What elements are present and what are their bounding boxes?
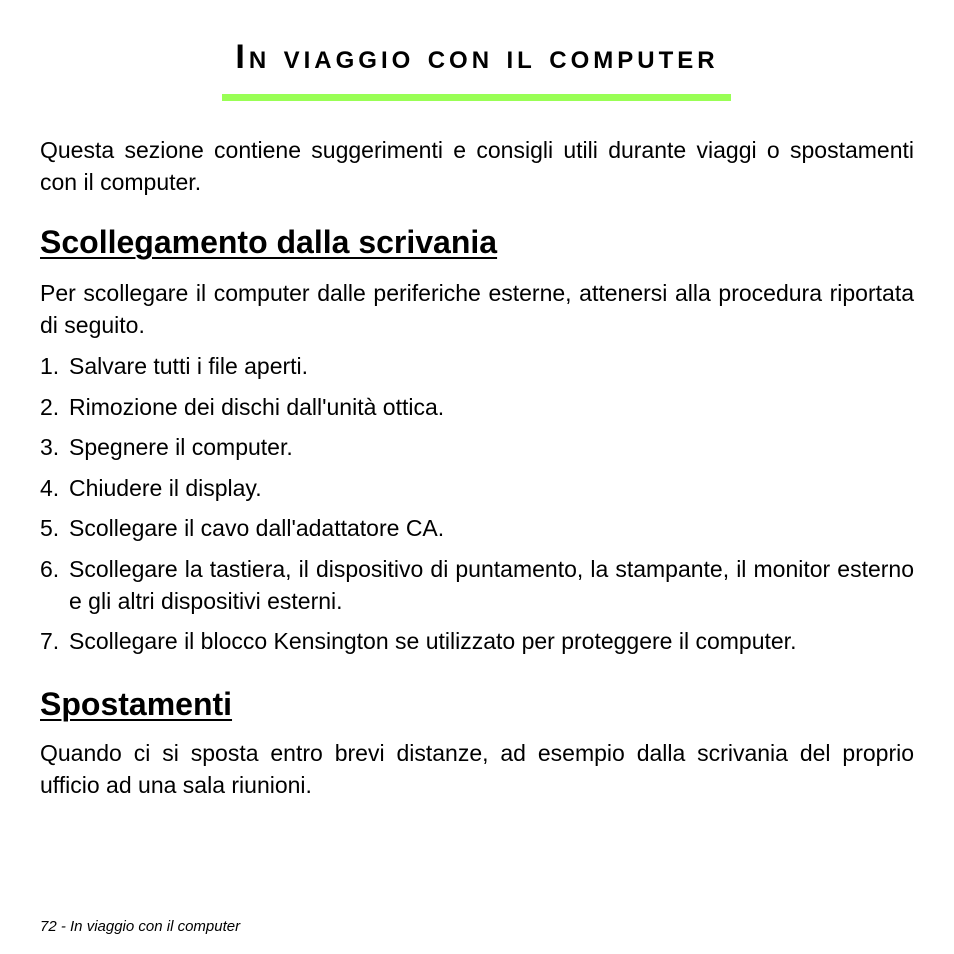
step-text: Salvare tutti i file aperti. [69,353,309,379]
page-footer: 72 - In viaggio con il computer [40,918,241,935]
step-number: 7. [40,628,60,654]
list-item [40,553,914,617]
title-underline-bar [222,94,731,101]
page-title: In viaggio con il computer [235,38,719,76]
step-text: Spegnere il computer. [69,434,293,460]
step-text: Scollegare il blocco Kensington se utilizzato per proteggere il computer. [69,628,797,654]
section-heading-scollegamento: Scollegamento dalla scrivania [40,224,498,260]
list-item [40,391,914,423]
step-text: Rimozione dei dischi dall'unità ottica. [69,393,445,420]
step-number: 2. [40,393,60,420]
list-item [40,431,914,463]
step-text: Chiudere il display. [69,474,262,501]
section1-paragraph: Per scollegare il computer dalle periferiche esterne, attenersi alla procedura riportata di seguito. [40,280,914,338]
list-item [40,350,914,382]
step-number: 5. [40,515,60,541]
section2-paragraph: Quando ci si sposta entro brevi distanze, ad esempio dalla scrivania del proprio ufficio ad una sala riunioni. [40,740,914,798]
list-item [40,625,914,657]
list-item [40,512,914,544]
step-number: 6. [40,555,60,582]
step-number: 1. [40,353,60,379]
steps-list [40,350,914,666]
intro-paragraph: Questa sezione contiene suggerimenti e consigli utili durante viaggi o spostamenti con il computer. [40,137,914,195]
list-item [40,472,914,504]
step-number: 4. [40,474,60,501]
step-text: Scollegare la tastiera, il dispositivo di puntamento, la stampante, il monitor esterno e gli altri dispositivi esterni. [69,555,914,614]
step-number: 3. [40,434,60,460]
step-text: Scollegare il cavo dall'adattatore CA. [69,515,445,541]
section-heading-spostamenti: Spostamenti [40,686,233,722]
